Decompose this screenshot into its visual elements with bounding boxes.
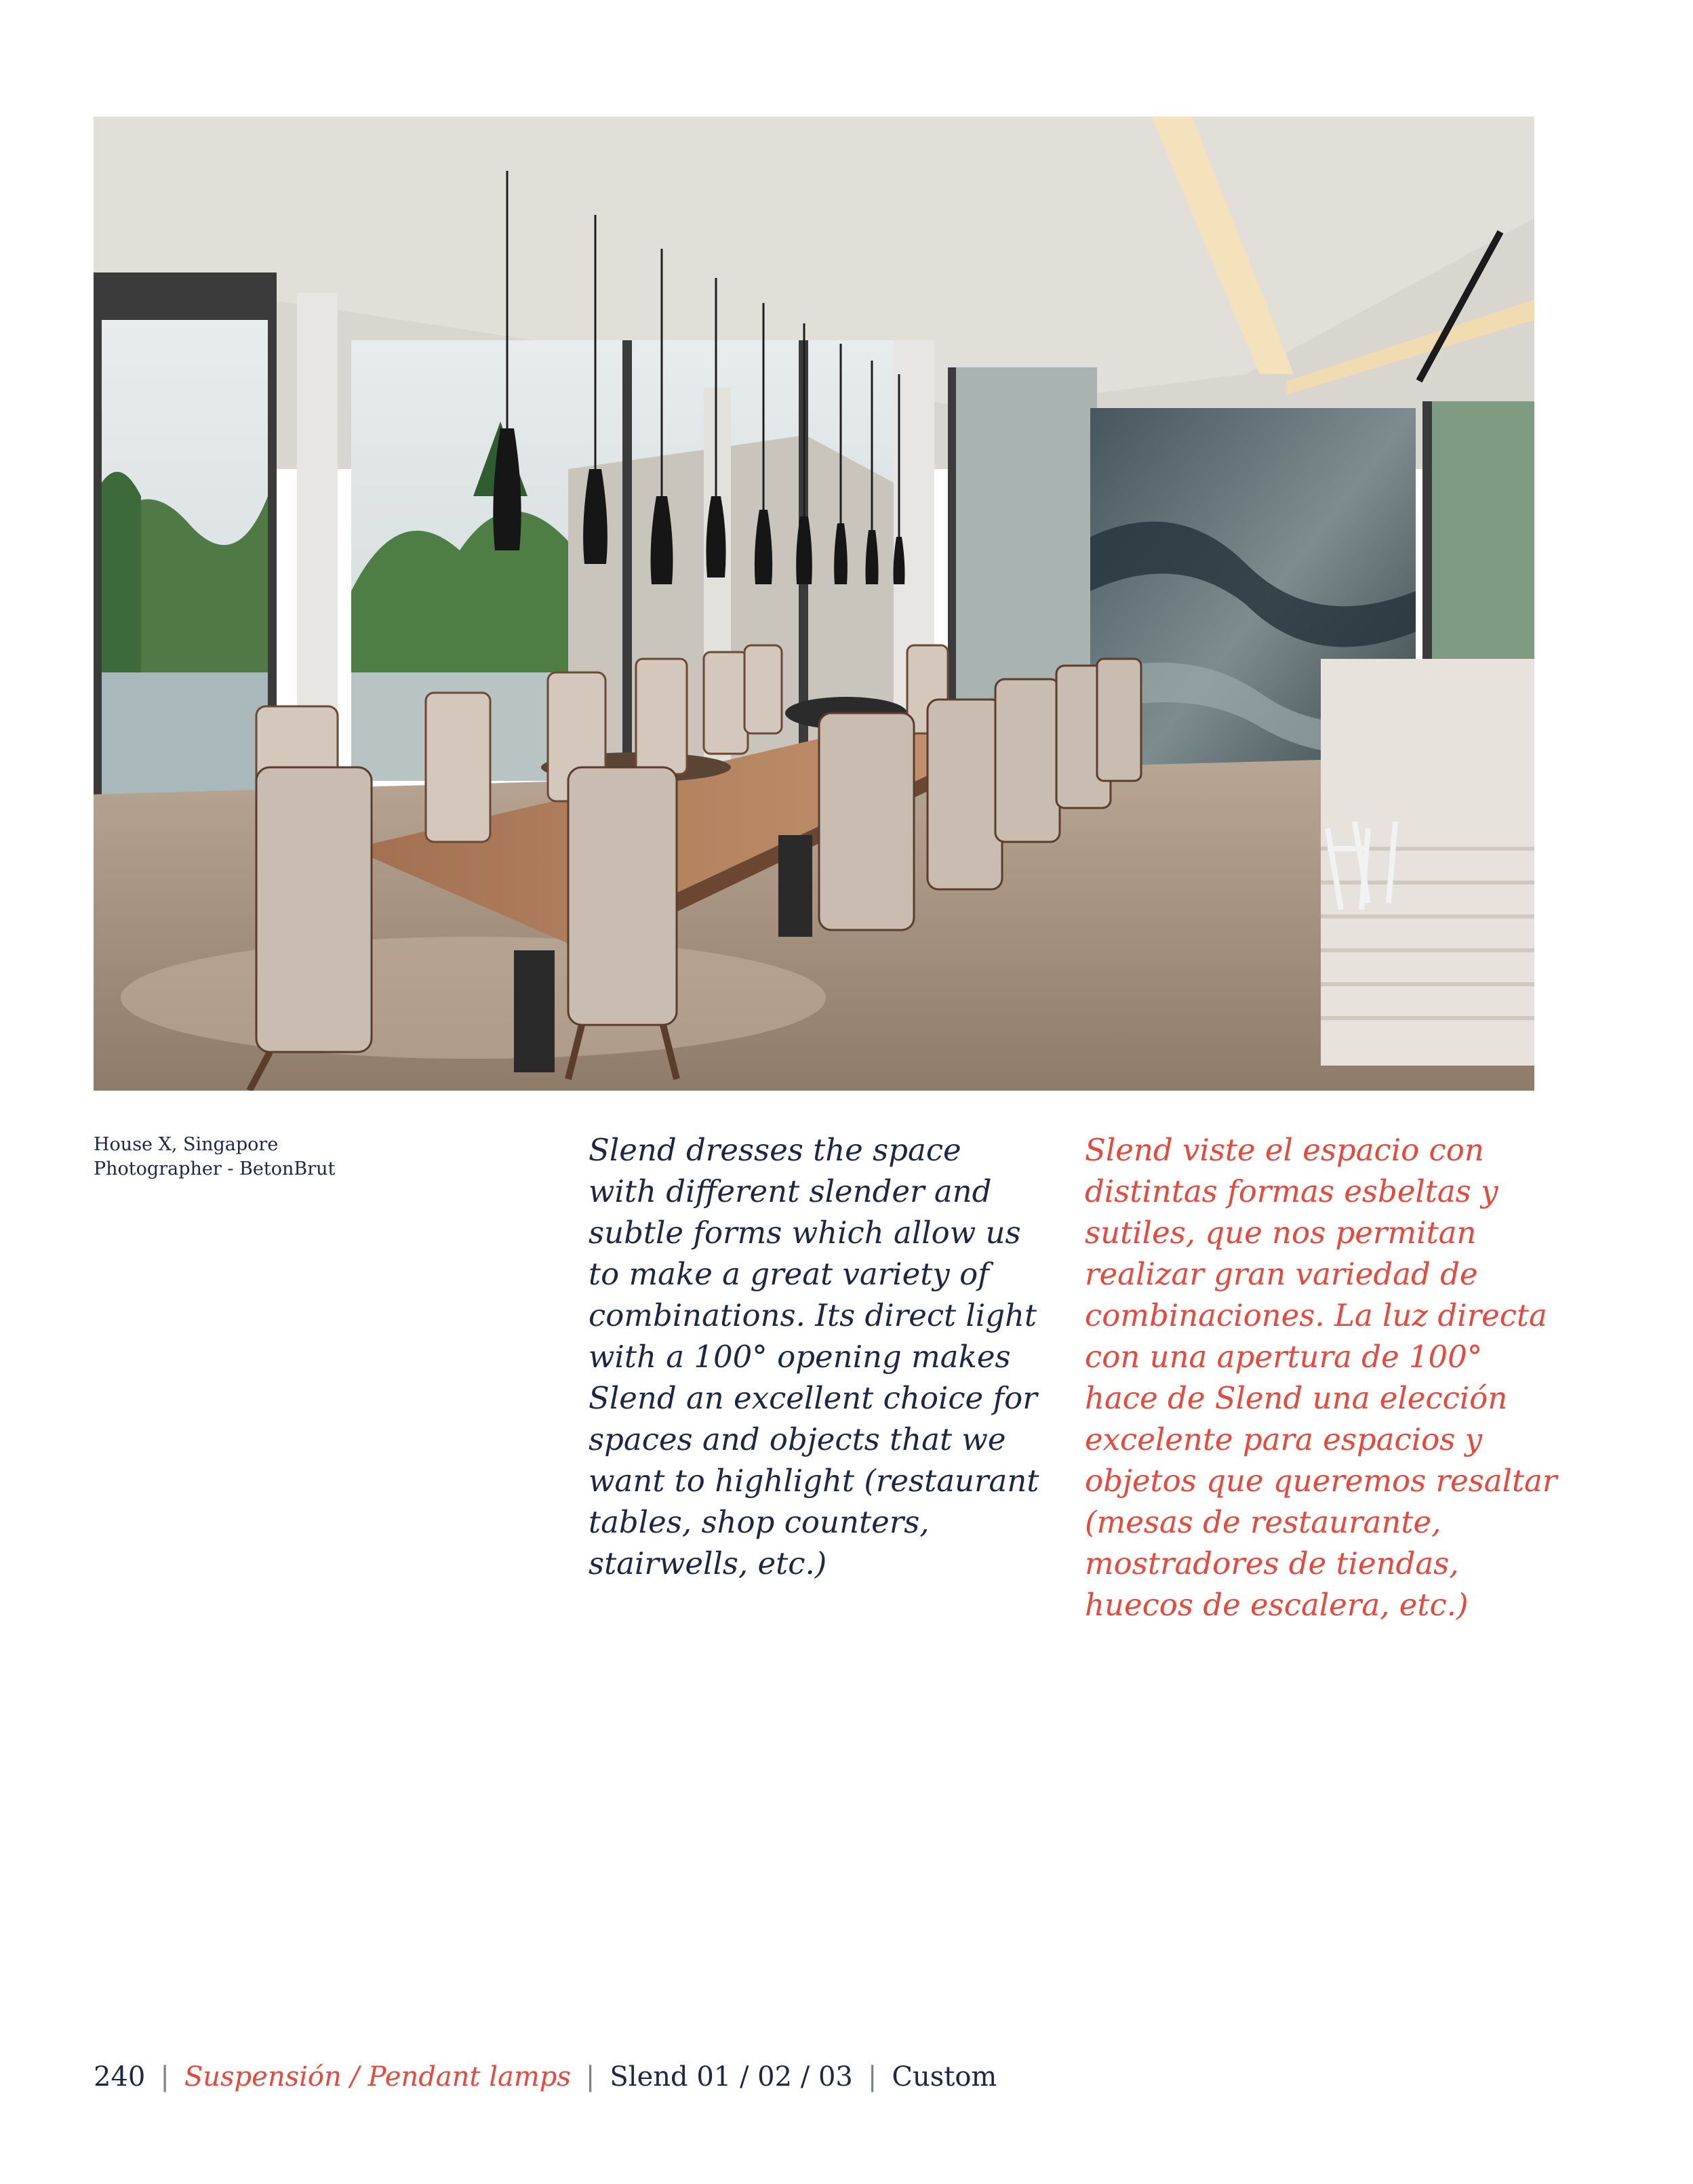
interior-photo: [94, 117, 1534, 1091]
text-line: hace de Slend una elección: [1085, 1380, 1508, 1416]
text-line: combinaciones. La luz directa: [1085, 1297, 1547, 1333]
body-text-spanish: [1085, 1129, 1557, 1625]
text-line: subtle forms which allow us: [589, 1215, 1021, 1251]
text-line: Slend an excellent choice for: [589, 1380, 1037, 1416]
text-line: spaces and objects that we: [589, 1421, 1006, 1457]
text-line: huecos de escalera, etc.): [1085, 1587, 1469, 1623]
text-line: with different slender and: [589, 1173, 992, 1209]
footer-separator: |: [585, 2061, 595, 2092]
text-line: objetos que queremos resaltar: [1085, 1463, 1557, 1499]
page-footer: [94, 2057, 997, 2097]
text-line: Slend viste el espacio con: [1085, 1132, 1484, 1168]
text-line: with a 100° opening makes: [589, 1339, 1011, 1375]
body-text-english: [589, 1129, 1039, 1584]
footer-product: Slend 01 / 02 / 03: [610, 2061, 853, 2092]
caption-location: House X, Singapore: [94, 1134, 279, 1155]
text-line: mostradores de tiendas,: [1085, 1545, 1459, 1581]
page-number: 240: [94, 2061, 146, 2092]
text-line: (mesas de restaurante,: [1085, 1504, 1441, 1540]
footer-variant: Custom: [892, 2061, 997, 2092]
caption-credit: Photographer - BetonBrut: [94, 1158, 336, 1179]
text-line: realizar gran variedad de: [1085, 1256, 1478, 1292]
text-line: stairwells, etc.): [589, 1545, 827, 1581]
footer-separator: |: [867, 2061, 877, 2092]
photo-caption: [94, 1133, 473, 1181]
footer-separator: |: [160, 2061, 170, 2092]
text-line: distintas formas esbeltas y: [1085, 1173, 1498, 1209]
text-line: Slend dresses the space: [589, 1132, 961, 1168]
text-line: want to highlight (restaurant: [589, 1463, 1039, 1499]
text-line: tables, shop counters,: [589, 1504, 930, 1540]
text-line: con una apertura de 100°: [1085, 1339, 1483, 1375]
text-line: sutiles, que nos permitan: [1085, 1215, 1477, 1251]
footer-category: Suspensión / Pendant lamps: [184, 2061, 571, 2092]
text-line: to make a great variety of: [589, 1256, 989, 1292]
text-line: combinations. Its direct light: [589, 1297, 1037, 1333]
text-line: excelente para espacios y: [1085, 1421, 1483, 1457]
